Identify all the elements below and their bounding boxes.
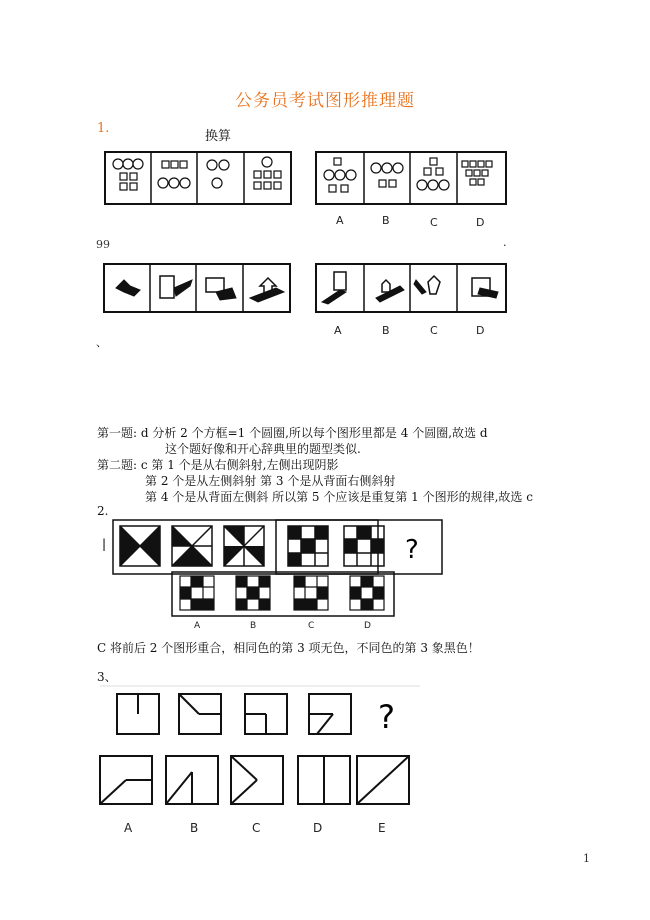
q2-label-c: C	[308, 621, 315, 631]
q3-label-c: C	[252, 821, 261, 835]
page-title: 公务员考试图形推理题	[235, 91, 415, 111]
q2-label-d: D	[364, 621, 371, 631]
question-2-figure	[100, 514, 460, 634]
q3-label-e: E	[378, 821, 386, 835]
question-3-figure	[95, 684, 425, 840]
question-1-mark: 、	[96, 336, 107, 349]
q1-row1-label-a: A	[336, 214, 344, 227]
q1-row1-label-c: C	[430, 216, 438, 229]
q2-label-a: A	[194, 621, 201, 631]
answer-line-5: 第 4 个是从背面左侧斜 所以第 5 个应该是重复第 1 个图形的规律,故选 c	[145, 490, 533, 504]
question-1-note: 99	[96, 238, 110, 251]
q1-row2-label-c: C	[430, 324, 438, 337]
answer-line-3: 第二题: c 第 1 个是从右侧斜射,左侧出现阴影	[97, 458, 339, 472]
q3-label-d: D	[313, 821, 323, 835]
q2-side-mark: |	[102, 537, 107, 551]
question-2-explanation: C 将前后 2 个图形重合，相同色的第 3 项无色，不同色的第 3 象黑色！	[97, 641, 480, 655]
q1-row2-label-d: D	[476, 324, 485, 337]
q2-label-b: B	[250, 621, 257, 631]
answer-line-2: 这个题好像和开心辞典里的题型类似.	[165, 442, 361, 456]
question-1-dot: .	[503, 236, 507, 249]
q2-question-mark: ?	[405, 535, 419, 565]
q1-row1-label-d: D	[476, 216, 485, 229]
page-number: 1	[583, 852, 590, 865]
question-1-figure-row-2	[100, 258, 510, 340]
q1-row2-label-b: B	[382, 324, 390, 337]
q3-label-b: B	[190, 821, 199, 835]
q1-row2-label-a: A	[334, 324, 342, 337]
question-2-number: 2.	[97, 504, 109, 518]
answer-line-1: 第一题: d 分析 2 个方框=1 个圆圈,所以每个图形里都是 4 个圆圈,故选 d	[97, 426, 488, 440]
question-3-number: 3、	[97, 670, 117, 684]
question-1-number: 1.	[97, 121, 110, 136]
question-1-figure-row-1	[100, 148, 510, 232]
answer-line-4: 第 2 个是从左侧斜射 第 3 个是从背面右侧斜射	[145, 474, 396, 488]
q3-label-a: A	[124, 821, 133, 835]
q3-question-mark: ?	[378, 698, 395, 736]
q1-row1-label-b: B	[382, 214, 390, 227]
question-1-subtitle: 换算	[205, 129, 232, 144]
